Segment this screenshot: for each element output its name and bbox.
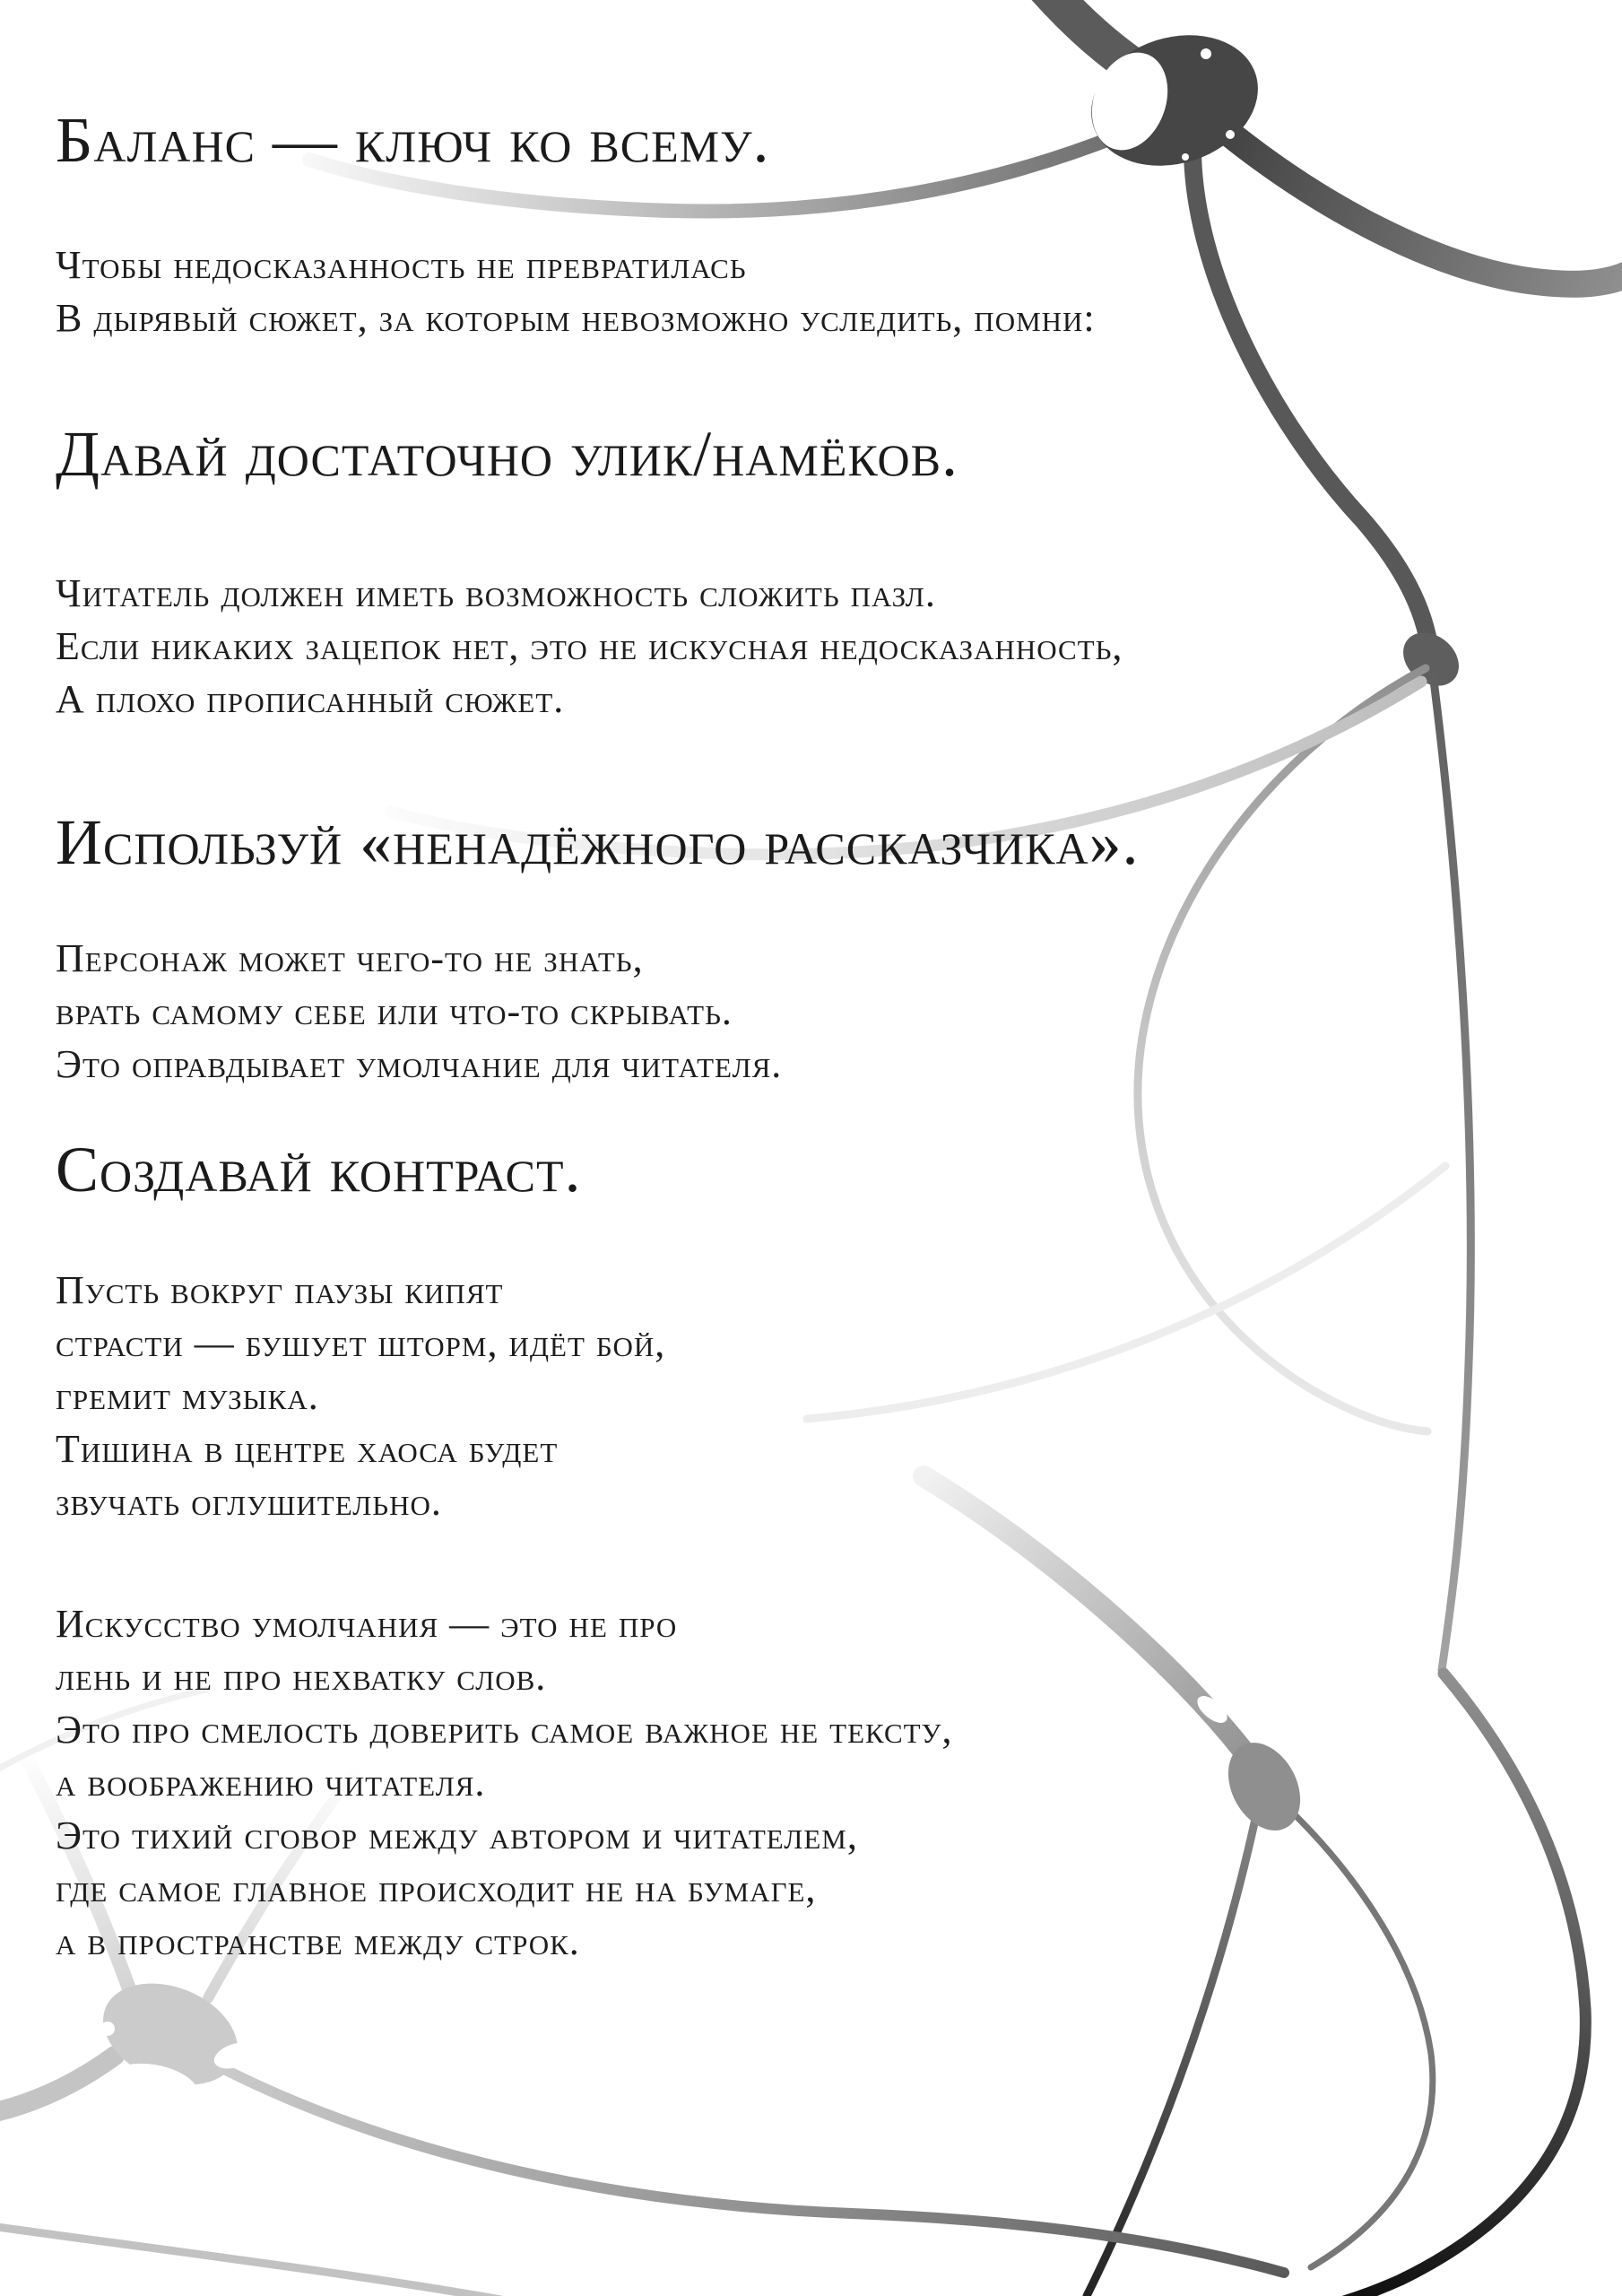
- text-line: Тишина в центре хаоса будет: [56, 1427, 559, 1471]
- heading-balance: Баланс — ключ ко всему.: [56, 104, 770, 176]
- text-line: В дырявый сюжет, за которым невозможно уследить, помни:: [56, 296, 1096, 340]
- text-line: звучать оглушительно.: [56, 1480, 442, 1524]
- text-line: Искусство умолчания — это не про: [56, 1602, 678, 1646]
- text-line: врать самому себе или что-то скрывать.: [56, 989, 733, 1033]
- text-line: Это тихий сговор между автором и читателем,: [56, 1813, 858, 1857]
- text-line: лень и не про нехватку слов.: [56, 1655, 547, 1699]
- paragraph-clues: [56, 567, 1123, 726]
- text-line: страсти — бушует шторм, идёт бой,: [56, 1321, 666, 1365]
- text-line: а воображению читателя.: [56, 1761, 486, 1805]
- text-line: Пусть вокруг паузы кипят: [56, 1268, 504, 1312]
- text-line: Это про смелость доверить самое важное не тексту,: [56, 1708, 953, 1752]
- text-line: гремит музыка.: [56, 1374, 319, 1418]
- text-line: Это оправдывает умолчание для читателя.: [56, 1042, 783, 1086]
- text-line: Чтобы недосказанность не превратилась: [56, 243, 747, 287]
- text-line: Персонаж может чего-то не знать,: [56, 936, 644, 980]
- paragraph-intro: [56, 239, 1096, 344]
- heading-contrast: Создавай контраст.: [56, 1134, 582, 1205]
- text-line: а в пространстве между строк.: [56, 1919, 580, 1963]
- heading-unreliable-narrator: Используй «ненадёжного рассказчика».: [56, 806, 1140, 878]
- text-line: где самое главное происходит не на бумаге,: [56, 1866, 817, 1910]
- text-line: Читатель должен иметь возможность сложить пазл.: [56, 571, 936, 615]
- text-line: Если никаких зацепок нет, это не искусная недосказанность,: [56, 624, 1123, 668]
- paragraph-narrator: [56, 932, 782, 1091]
- paragraph-conclusion: [56, 1597, 953, 1968]
- heading-clues: Давай достаточно улик/намёков.: [56, 418, 958, 490]
- text-line: А плохо прописанный сюжет.: [56, 677, 565, 721]
- paragraph-contrast: [56, 1264, 665, 1528]
